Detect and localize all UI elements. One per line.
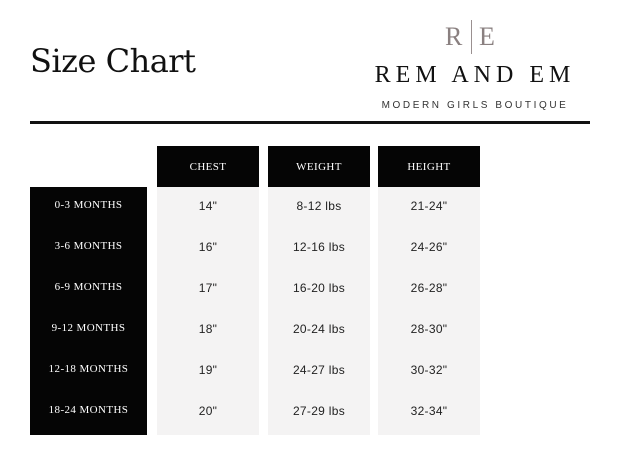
table-cell: 17": [198, 281, 218, 295]
table-cell: 27-29 lbs: [292, 404, 346, 418]
table-cell: 21-24": [410, 199, 448, 213]
table-cell: 12-16 lbs: [292, 240, 346, 254]
monogram-letter-right: E: [479, 22, 495, 51]
row-label: 12-18 MONTHS: [48, 363, 129, 375]
table-cell: 16": [198, 240, 218, 254]
header-divider: [30, 121, 590, 124]
brand-logo: [355, 10, 595, 110]
table-cell: 20": [198, 404, 218, 418]
table-cell: 26-28": [410, 281, 448, 295]
row-labels-column: [30, 187, 147, 435]
logo-monogram: [445, 20, 505, 60]
row-label: 18-24 MONTHS: [48, 404, 129, 416]
row-label: 0-3 MONTHS: [54, 199, 123, 211]
table-cell: 24-27 lbs: [292, 363, 346, 377]
table-cell: 24-26": [410, 240, 448, 254]
row-label: 6-9 MONTHS: [54, 281, 123, 293]
column-height: [378, 187, 480, 435]
brand-name: REM AND EM: [374, 62, 576, 88]
column-header-weight: WEIGHT: [268, 146, 370, 187]
column-header-height: HEIGHT: [378, 146, 480, 187]
table-cell: 8-12 lbs: [296, 199, 342, 213]
column-weight: [268, 187, 370, 435]
table-cell: 30-32": [410, 363, 448, 377]
table-cell: 19": [198, 363, 218, 377]
row-label: 9-12 MONTHS: [51, 322, 126, 334]
table-cell: 16-20 lbs: [292, 281, 346, 295]
table-cell: 14": [198, 199, 218, 213]
table-cell: 20-24 lbs: [292, 322, 346, 336]
table-cell: 28-30": [410, 322, 448, 336]
row-label: 3-6 MONTHS: [54, 240, 123, 252]
table-cell: 32-34": [410, 404, 448, 418]
brand-tagline: MODERN GIRLS BOUTIQUE: [381, 100, 569, 111]
table-cell: 18": [198, 322, 218, 336]
monogram-divider: [471, 20, 472, 54]
column-chest: [157, 187, 259, 435]
page-title: Size Chart: [30, 42, 196, 80]
column-header-chest: CHEST: [157, 146, 259, 187]
monogram-letter-left: R: [445, 22, 463, 51]
